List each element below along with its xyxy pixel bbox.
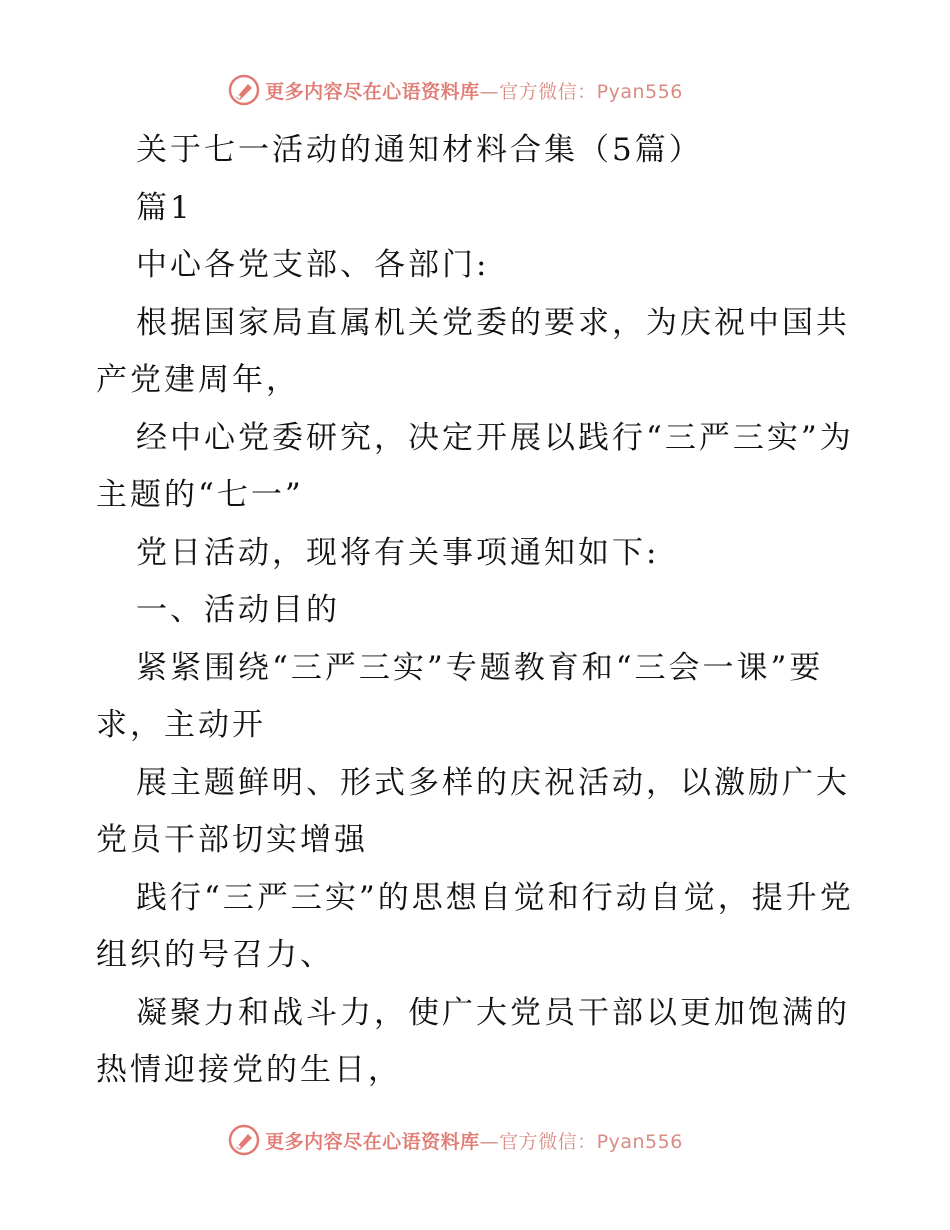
paragraph: 党日活动，现将有关事项通知如下: (136, 534, 660, 571)
footer-watermark (0, 1120, 950, 1160)
document-body (96, 122, 856, 1100)
paragraph: 经中心党委研究，决定开展以践行“三严三实”为主题的“七一” (96, 419, 854, 513)
watermark-group (227, 73, 683, 107)
subheading-purpose: 一、活动目的 (136, 592, 340, 628)
header-watermark (0, 70, 950, 110)
watermark-text (265, 1127, 683, 1154)
watermark-sub-text: —官方微信：Pyan556 (479, 80, 683, 103)
document-title: 关于七一活动的通知材料合集（5篇） (136, 132, 703, 168)
paragraph: 根据国家局直属机关党委的要求，为庆祝中国共产党建周年， (96, 304, 850, 398)
paragraph: 展主题鲜明、形式多样的庆祝活动，以激励广大党员干部切实增强 (96, 764, 850, 858)
pen-nib-icon (227, 1123, 261, 1157)
paragraph: 凝聚力和战斗力，使广大党员干部以更加饱满的热情迎接党的生日， (96, 994, 850, 1088)
watermark-sub-text: —官方微信：Pyan556 (479, 1130, 683, 1153)
watermark-main-text: 更多内容尽在心语资料库 (265, 1130, 480, 1153)
section-heading: 篇1 (136, 189, 193, 226)
paragraph: 践行“三严三实”的思想自觉和行动自觉，提升党组织的号召力、 (96, 879, 854, 973)
watermark-group (227, 1123, 683, 1157)
paragraph: 紧紧围绕“三严三实”专题教育和“三会一课”要求，主动开 (96, 649, 824, 743)
salutation: 中心各党支部、各部门: (136, 247, 490, 283)
watermark-text (265, 77, 683, 104)
pen-nib-icon (227, 73, 261, 107)
watermark-main-text: 更多内容尽在心语资料库 (265, 80, 480, 103)
